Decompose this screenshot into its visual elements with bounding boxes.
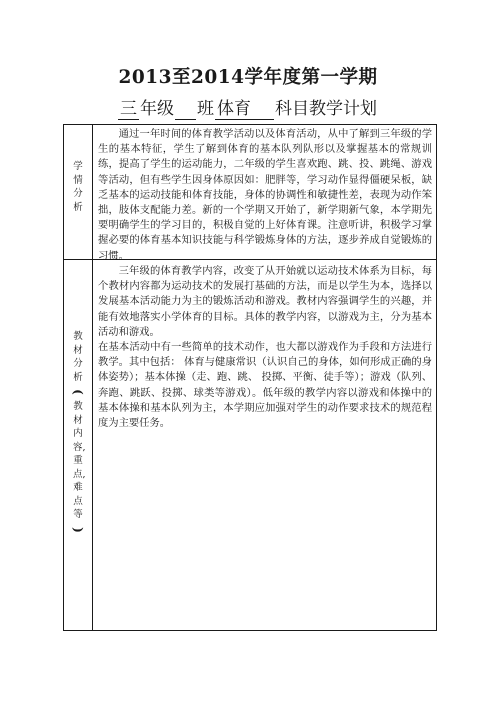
table-row-material-analysis bbox=[64, 260, 436, 630]
label-text-mid: 教材内容,重点,难点等 bbox=[73, 401, 86, 520]
class-word: 班 bbox=[197, 99, 214, 119]
student-analysis-text: 通过一年时间的体育教学活动以及体育活动，从中了解到三年级的学生的基本特征，学生了解到体育的基本队列队形以及掌握基本的常规训练，提高了学生的运动能力，二年级的学生喜欢跑、跳、投、跳绳、游戏等活动，但有些学生因身体原因如：肥胖等，学习动作显得僵硬呆板，缺乏基本的运动技能和体育技能，身体的协调性和敏捷性差，表现为动作笨拙，肢体支配能力差。新的一个学期又开始了，新学期新气象，本学期先要明确学生的学习目的，积极自觉的上好体育课。注意听讲，积极学习掌握必要的体育基本知识技能与科学锻炼身体的方法，逐步养成自觉锻炼的习惯。 bbox=[98, 128, 432, 262]
row-label-cell bbox=[64, 260, 93, 630]
table-row-student-analysis bbox=[64, 125, 436, 260]
subject-gap bbox=[253, 99, 274, 120]
label-text: 学情分析 bbox=[73, 161, 83, 213]
plan-table bbox=[63, 124, 437, 631]
row-label-material-analysis bbox=[64, 330, 92, 538]
row-label-student-analysis bbox=[64, 160, 92, 214]
paren-open: ( bbox=[71, 389, 85, 395]
paren-close: ) bbox=[71, 526, 85, 533]
grade-blank: 三 bbox=[120, 99, 137, 119]
class-blank bbox=[175, 99, 196, 120]
grade-word: 年级 bbox=[140, 99, 174, 119]
subject-blank: 体育 bbox=[217, 99, 251, 119]
row-content-cell bbox=[98, 264, 432, 431]
row-label-cell bbox=[64, 125, 93, 259]
row-content-cell bbox=[98, 127, 432, 264]
page-title: 2013至2014学年度第一学期 bbox=[118, 67, 378, 88]
subject-tail: 科目教学计划 bbox=[275, 99, 377, 119]
material-analysis-para-2: 在基本活动中有一些简单的技术动作，也大都以游戏作为手段和方法进行教学。其中包括： 体育与健康常识（认识自己的身体，如何形成正确的身体姿势）；基本体操（走、跑、跳、 投掷、平衡、徒手等）；游戏（队列、奔跑、跳跃、投掷、球类等游戏）。低年级的教学内容以游戏和体操中的基本体操和基本队列为主，本学期应加强对学生的动作要求技术的规范程度为主要任务。 bbox=[98, 341, 432, 430]
label-text-top: 教材分析 bbox=[73, 331, 83, 383]
page-subtitle bbox=[0, 97, 496, 121]
material-analysis-para-1: 三年级的体育教学内容，改变了从开始就以运动技术体系为目标，每个教材内容都为运动技术的发展打基础的方法，而是以学生为本，选择以发展基本活动能力为主的锻炼活动和游戏。教材内容强调学生的兴趣，并能有效地落实小学体育的目标。具体的教学内容，以游戏为主，分为基本活动和游戏。 bbox=[98, 265, 432, 338]
